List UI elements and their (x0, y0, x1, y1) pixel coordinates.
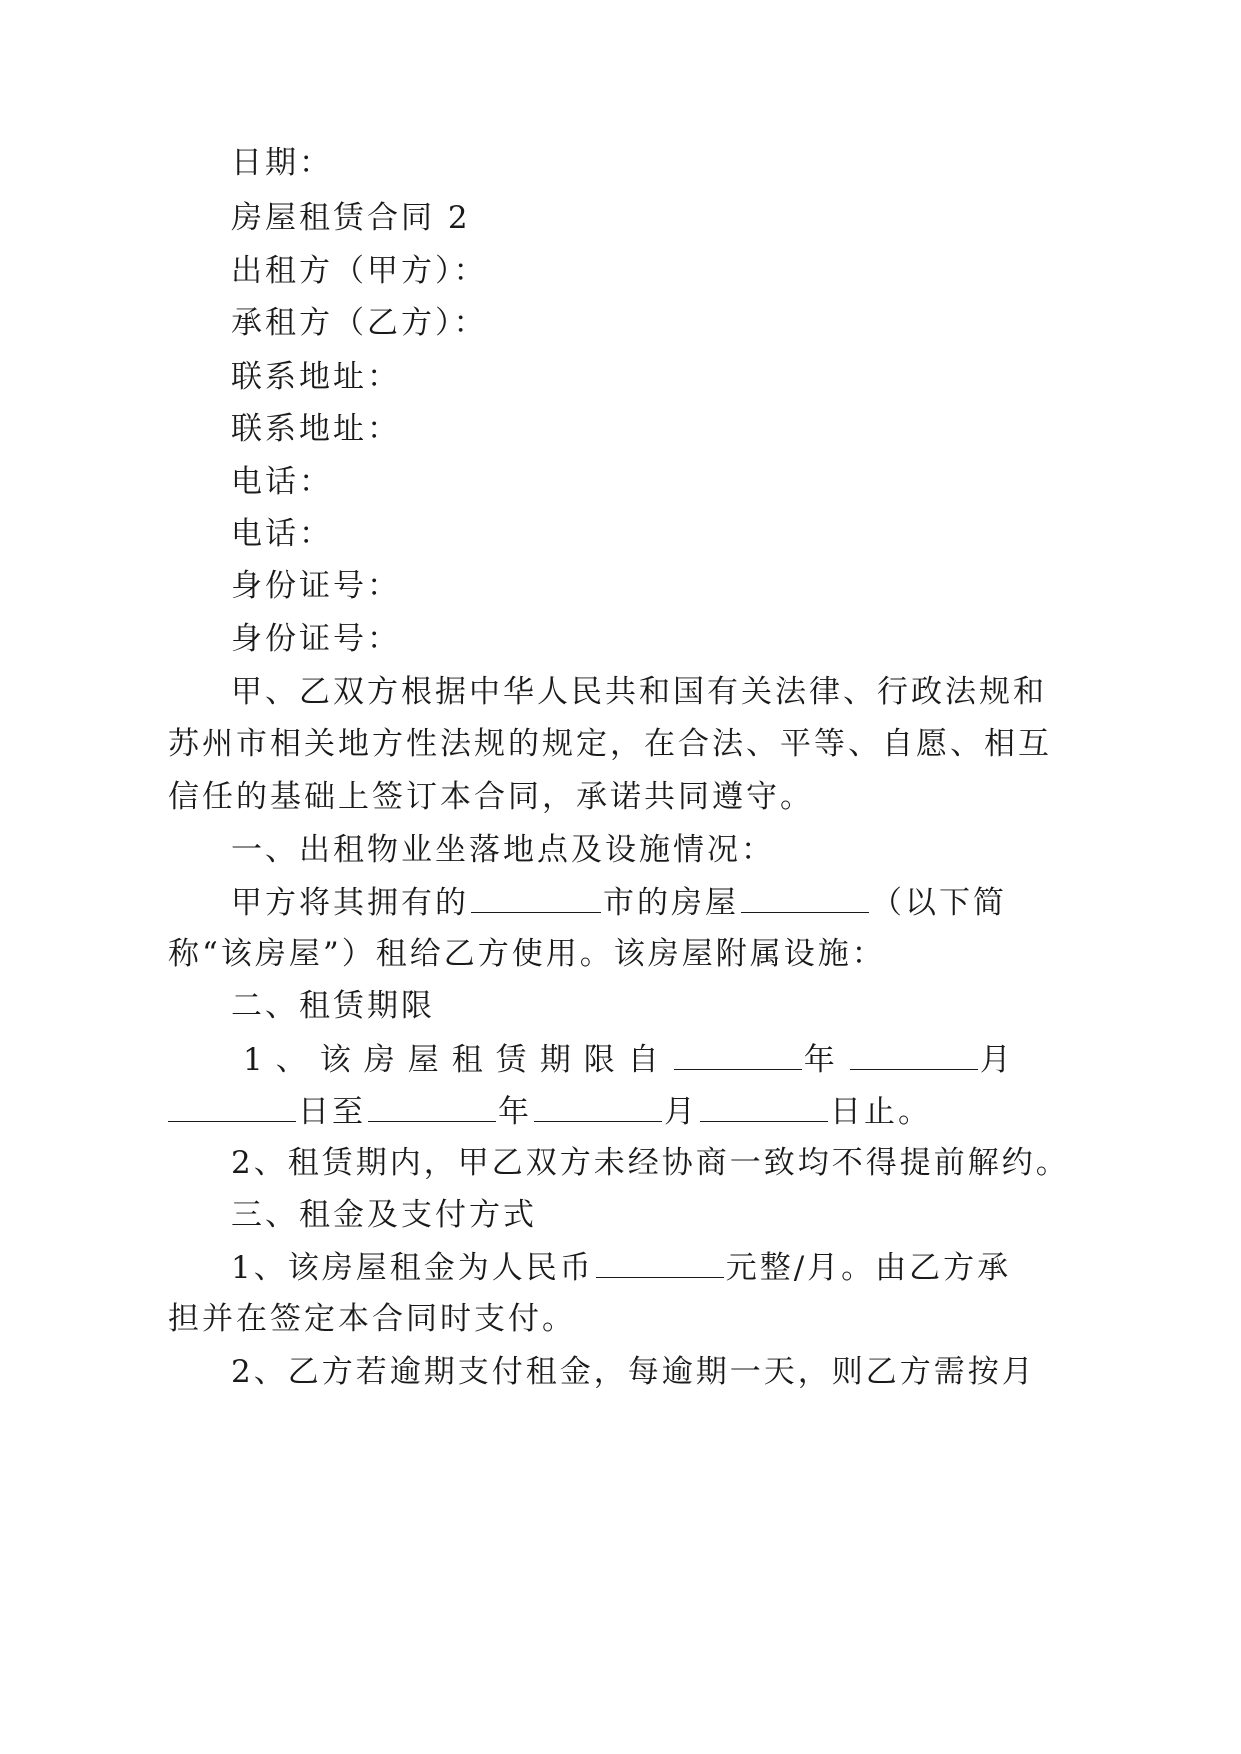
lessee-label: 承租方（乙方）： (231, 305, 488, 341)
text-segment: 月 (979, 1042, 1024, 1078)
text-segment: 1、该房屋租金为人民币 (231, 1250, 594, 1286)
end-year-blank[interactable] (368, 1091, 496, 1122)
id-label-b: 身份证号： (231, 621, 401, 657)
section-1-paragraph-line-2: 称“该房屋”）租给乙方使用。该房屋附属设施： (168, 936, 886, 972)
text-segment: 日至 (298, 1094, 366, 1130)
start-month-blank[interactable] (850, 1039, 978, 1070)
text-segment: 1、该房屋租赁期限自 (243, 1042, 672, 1078)
section-2-clause-1-line-1 (243, 1039, 1024, 1080)
section-3-heading: 三、租金及支付方式 (231, 1197, 537, 1233)
section-1-paragraph-line-1 (231, 882, 1007, 923)
end-month-blank[interactable] (534, 1091, 662, 1122)
section-2-clause-2: 2、租赁期内，甲乙双方未经协商一致均不得提前解约。 (231, 1145, 1070, 1181)
doc-title: 房屋租赁合同 2 (231, 200, 471, 236)
phone-label-a: 电话： (231, 464, 333, 500)
text-segment: 元整/月。由乙方承 (725, 1250, 1012, 1286)
section-3-clause-2: 2、乙方若逾期支付租金，每逾期一天，则乙方需按月 (231, 1354, 1036, 1390)
start-year-blank[interactable] (674, 1039, 802, 1070)
text-segment: 年 (498, 1094, 532, 1130)
text-segment: 市的房屋 (603, 885, 739, 921)
id-label-a: 身份证号： (231, 568, 401, 604)
text-segment: 日止。 (830, 1094, 932, 1130)
preamble-line-1: 甲、乙双方根据中华人民共和国有关法律、行政法规和 (231, 674, 1047, 710)
address-label-b: 联系地址： (231, 411, 401, 447)
city-blank[interactable] (471, 882, 601, 913)
text-segment: 月 (664, 1094, 698, 1130)
section-2-heading: 二、租赁期限 (231, 988, 435, 1024)
text-segment: 年 (803, 1042, 848, 1078)
lessor-label: 出租方（甲方）： (231, 253, 488, 289)
section-2-clause-1-line-2 (168, 1091, 932, 1132)
text-segment: 甲方将其拥有的 (231, 885, 469, 921)
section-1-heading: 一、出租物业坐落地点及设施情况： (231, 832, 775, 868)
house-blank[interactable] (741, 882, 869, 913)
address-label-a: 联系地址： (231, 359, 401, 395)
end-day-blank[interactable] (700, 1091, 828, 1122)
start-day-blank[interactable] (168, 1091, 296, 1122)
preamble-line-3: 信任的基础上签订本合同，承诺共同遵守。 (168, 779, 814, 815)
preamble-line-2: 苏州市相关地方性法规的规定，在合法、平等、自愿、相互 (168, 726, 1052, 762)
section-3-clause-1-line-1 (231, 1247, 1011, 1288)
phone-label-b: 电话： (231, 516, 333, 552)
text-segment: （以下简 (871, 885, 1007, 921)
section-3-clause-1-line-2: 担并在签定本合同时支付。 (168, 1301, 576, 1337)
date-label: 日期： (231, 145, 333, 181)
rent-amount-blank[interactable] (596, 1247, 724, 1278)
